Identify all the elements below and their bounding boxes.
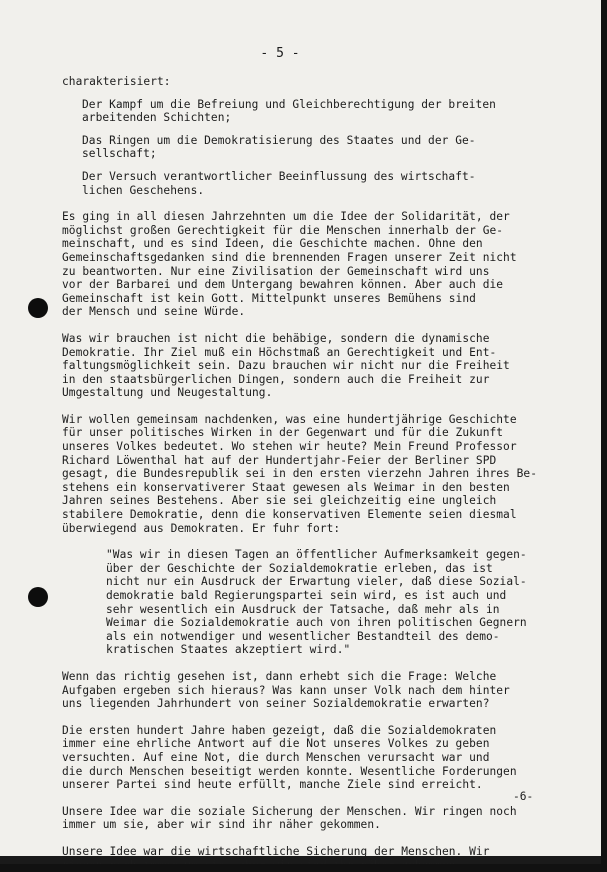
page-number: - 5 - <box>250 46 310 61</box>
text-line: "Was wir in diesen Tagen an öffentlicher Aufmerksamkeit gegen- <box>106 548 562 562</box>
text-line: Aufgaben ergeben sich hieraus? Was kann unser Volk nach dem hinter <box>62 684 562 698</box>
text-line: Gemeinschaftsgedanken sind die brennenden Fragen unserer Zeit nicht <box>62 251 562 265</box>
text-line: uns liegenden Jahrhundert von seiner Sozialdemokratie erwarten? <box>62 697 562 711</box>
text-line: Weimar die Sozialdemokratie auch von ihren politischen Gegnern <box>106 616 562 630</box>
text-line: immer eine ehrliche Antwort auf die Not unseres Volkes zu geben <box>62 737 562 751</box>
punch-hole-bottom <box>28 587 48 607</box>
text-line: unserer Partei sind heute erfüllt, manche Ziele sind erreicht. <box>62 778 562 792</box>
text-line: Wenn das richtig gesehen ist, dann erhebt sich die Frage: Welche <box>62 670 562 684</box>
next-page-marker: -6- <box>513 790 533 803</box>
scan-edge-right <box>601 0 607 864</box>
text-line: Der Versuch verantwortlicher Beeinflussung des wirtschaft- <box>82 170 562 184</box>
text-line: Gemeinschaft ist kein Gott. Mittelpunkt unseres Bemühens sind <box>62 292 562 306</box>
text-line: demokratie bald Regierungspartei sein wird, es ist auch und <box>106 589 562 603</box>
paragraph <box>62 75 562 89</box>
scan-edge-bottom <box>0 864 607 872</box>
text-line: möglichst großen Gerechtigkeit für die Menschen innerhalb der Ge- <box>62 224 562 238</box>
text-line: über der Geschichte der Sozialdemokratie erleben, das ist <box>106 562 562 576</box>
text-line: Demokratie. Ihr Ziel muß ein Höchstmaß an Gerechtigkeit und Ent- <box>62 346 562 360</box>
text-line: Das Ringen um die Demokratisierung des Staates und der Ge- <box>82 134 562 148</box>
text-line: Unsere Idee war die wirtschaftliche Sicherung der Menschen. Wir <box>62 845 562 859</box>
paragraph <box>62 332 562 400</box>
text-line: immer um sie, aber wir sind ihr näher gekommen. <box>62 818 562 832</box>
text-line: faltungsmöglichkeit sein. Dazu brauchen wir nicht nur die Freiheit <box>62 359 562 373</box>
text-line: sehr wesentlich ein Ausdruck der Tatsache, daß mehr als in <box>106 603 562 617</box>
text-line: Unsere Idee war die soziale Sicherung der Menschen. Wir ringen noch <box>62 805 562 819</box>
text-line: meinschaft, und es sind Ideen, die Geschichte machen. Ohne den <box>62 237 562 251</box>
list-item <box>62 170 562 197</box>
text-line: unseres Volkes bedeutet. Wo stehen wir heute? Mein Freund Professor <box>62 440 562 454</box>
paragraph <box>62 724 562 792</box>
text-line: zu beantworten. Nur eine Zivilisation der Gemeinschaft wird uns <box>62 265 562 279</box>
text-line: Wir wollen gemeinsam nachdenken, was eine hundertjährige Geschichte <box>62 413 562 427</box>
text-line: kratischen Staates akzeptiert wird." <box>106 643 562 657</box>
text-line: Es ging in all diesen Jahrzehnten um die Idee der Solidarität, der <box>62 210 562 224</box>
text-line: vor der Barbarei und dem Untergang bewahren können. Aber auch die <box>62 278 562 292</box>
text-line: in den staatsbürgerlichen Dingen, sondern auch die Freiheit zur <box>62 373 562 387</box>
quote-block <box>62 548 562 657</box>
text-line: lichen Geschehens. <box>82 184 562 198</box>
text-line: Jahren seines Bestehens. Aber sie sei gleichzeitig eine ungleich <box>62 494 562 508</box>
text-line: Richard Löwenthal hat auf der Hundertjahr-Feier der Berliner SPD <box>62 454 562 468</box>
list-item <box>62 98 562 125</box>
text-line: sellschaft; <box>82 147 562 161</box>
text-line: arbeitenden Schichten; <box>82 111 562 125</box>
text-line: stehens ein konservativerer Staat gewesen als Weimar in den besten <box>62 481 562 495</box>
text-line: nicht nur ein Ausdruck der Erwartung vieler, daß diese Sozial- <box>106 575 562 589</box>
paragraph <box>62 805 562 832</box>
text-line: stabilere Demokratie, denn die konservativen Elemente seien diesmal <box>62 508 562 522</box>
paragraph <box>62 413 562 535</box>
text-line: Umgestaltung und Neugestaltung. <box>62 386 562 400</box>
text-line: Die ersten hundert Jahre haben gezeigt, daß die Sozialdemokraten <box>62 724 562 738</box>
text-line: der Mensch und seine Würde. <box>62 305 562 319</box>
list-item <box>62 134 562 161</box>
text-line: Der Kampf um die Befreiung und Gleichberechtigung der breiten <box>82 98 562 112</box>
text-line: für unser politisches Wirken in der Gegenwart und für die Zukunft <box>62 426 562 440</box>
text-line: als ein notwendiger und wesentlicher Bestandteil des demo- <box>106 630 562 644</box>
paragraph <box>62 670 562 711</box>
text-line: charakterisiert: <box>62 75 562 89</box>
text-line: die durch Menschen beseitigt werden konnte. Wesentliche Forderungen <box>62 765 562 779</box>
document-body <box>62 46 562 872</box>
paragraph <box>62 210 562 319</box>
punch-hole-top <box>28 298 48 318</box>
text-line: gesagt, die Bundesrepublik sei in den ersten vierzehn Jahren ihres Be- <box>62 467 562 481</box>
text-line: überwiegend aus Demokraten. Er fuhr fort: <box>62 522 562 536</box>
text-line: versuchten. Auf eine Not, die durch Menschen verursacht war und <box>62 751 562 765</box>
text-line: Was wir brauchen ist nicht die behäbige, sondern die dynamische <box>62 332 562 346</box>
